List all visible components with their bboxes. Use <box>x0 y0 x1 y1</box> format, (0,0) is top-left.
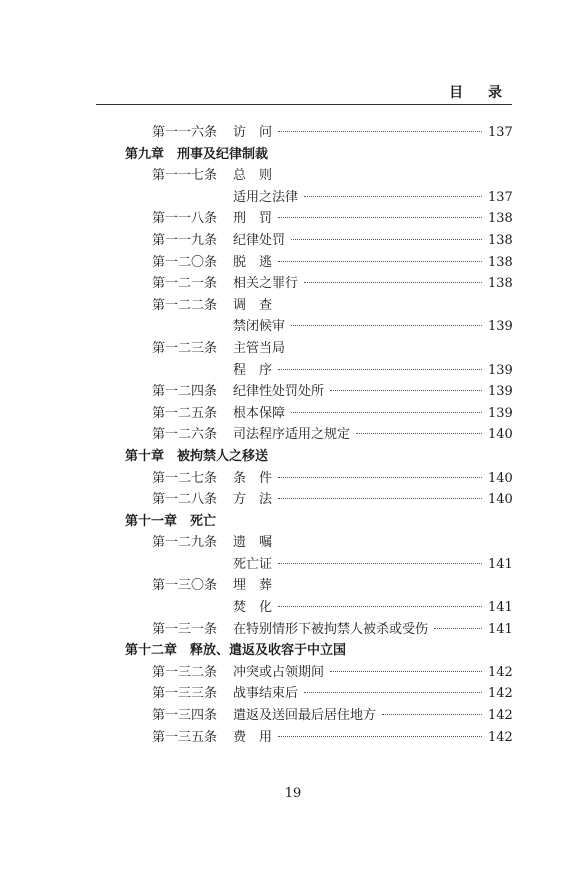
toc-entry[interactable] <box>233 208 512 230</box>
page-ref: 141 <box>488 600 513 616</box>
article-number: 第一二八条 <box>152 492 218 508</box>
toc-entry[interactable] <box>233 662 512 684</box>
entry-title: 死亡证 <box>233 556 273 572</box>
toc-row <box>0 208 586 230</box>
entry-title: 总 则 <box>233 168 273 184</box>
entry-title: 刑 罚 <box>233 211 273 227</box>
toc-entry[interactable] <box>233 338 285 360</box>
page-ref: 140 <box>488 470 513 486</box>
toc-entry[interactable] <box>233 597 512 619</box>
toc-row <box>0 424 586 446</box>
entry-title: 调 查 <box>233 297 273 313</box>
article-number: 第一二一条 <box>152 276 218 292</box>
entry-title: 脱 逃 <box>233 254 273 270</box>
toc-row <box>0 446 586 468</box>
dot-leader <box>278 261 482 262</box>
page-ref: 141 <box>488 556 513 572</box>
toc-row <box>0 252 586 274</box>
toc-row <box>0 683 586 705</box>
toc-row <box>0 662 586 684</box>
entry-title: 在特别情形下被拘禁人被杀或受伤 <box>233 621 429 637</box>
dot-leader <box>278 217 482 218</box>
toc-row <box>0 165 586 187</box>
page-ref: 138 <box>488 211 513 227</box>
page-ref: 140 <box>488 427 513 443</box>
page-number: 19 <box>284 786 302 801</box>
toc-entry[interactable] <box>233 403 512 425</box>
dot-leader <box>304 692 482 693</box>
page-ref: 139 <box>488 384 513 400</box>
toc-row <box>0 575 586 597</box>
dot-leader <box>278 736 482 737</box>
entry-title: 战事结束后 <box>233 686 299 702</box>
toc-row <box>0 489 586 511</box>
toc-entry[interactable] <box>233 554 512 576</box>
toc-row <box>0 360 586 382</box>
dot-leader <box>304 196 482 197</box>
toc-entry[interactable] <box>233 252 512 274</box>
entry-title: 根本保障 <box>233 405 286 421</box>
article-number: 第一一七条 <box>152 168 218 184</box>
page-ref: 142 <box>488 729 513 745</box>
entry-title: 遗 嘱 <box>233 535 273 551</box>
toc-row <box>0 403 586 425</box>
toc-row <box>0 122 586 144</box>
entry-title: 禁闭候审 <box>233 319 286 335</box>
toc-row <box>0 144 586 166</box>
page-ref: 139 <box>488 405 513 421</box>
dot-leader <box>382 714 482 715</box>
article-number: 第一二九条 <box>152 535 218 551</box>
dot-leader <box>304 282 482 283</box>
toc-row <box>0 640 586 662</box>
page-ref: 137 <box>488 125 513 140</box>
article-number: 第一三二条 <box>152 664 218 680</box>
article-number: 第一三四条 <box>152 708 218 724</box>
entry-title: 纪律性处罚处所 <box>233 384 325 400</box>
header-rule <box>96 104 512 105</box>
toc-row <box>0 468 586 490</box>
page-ref: 138 <box>488 254 513 270</box>
entry-title: 主管当局 <box>233 340 286 356</box>
toc-row <box>0 532 586 554</box>
page-ref: 140 <box>488 492 513 508</box>
dot-leader <box>278 369 482 370</box>
entry-title: 焚 化 <box>233 600 273 616</box>
article-number: 第一三〇条 <box>152 578 218 594</box>
toc-entry[interactable] <box>233 187 512 209</box>
entry-title: 条 件 <box>233 470 273 486</box>
dot-leader <box>278 498 482 499</box>
entry-title: 司法程序适用之规定 <box>233 427 351 443</box>
article-number: 第一一九条 <box>152 232 218 248</box>
page-ref: 141 <box>488 621 513 637</box>
entry-title: 程 序 <box>233 362 273 378</box>
chapter-heading: 第十章 被拘禁人之移送 <box>125 448 269 464</box>
page-ref: 139 <box>488 319 513 335</box>
toc-entry[interactable] <box>233 575 272 597</box>
article-number: 第一一八条 <box>152 211 218 227</box>
article-number: 第一三三条 <box>152 686 218 702</box>
article-number: 第一一六条 <box>152 125 218 140</box>
toc-entry[interactable] <box>233 424 512 446</box>
entry-title: 遣返及送回最后居住地方 <box>233 708 377 724</box>
dot-leader <box>291 325 482 326</box>
toc-row <box>0 295 586 317</box>
toc-row <box>0 187 586 209</box>
toc-row <box>0 727 586 749</box>
dot-leader <box>330 671 482 672</box>
article-number: 第一三五条 <box>152 729 218 745</box>
toc-entry[interactable] <box>233 619 512 641</box>
page-ref: 142 <box>488 708 513 724</box>
toc-entry[interactable] <box>233 381 512 403</box>
dot-leader <box>291 412 482 413</box>
article-number: 第一二四条 <box>152 384 218 400</box>
toc-entry[interactable] <box>233 489 512 511</box>
dot-leader <box>291 239 482 240</box>
chapter-heading: 第九章 刑事及纪律制裁 <box>125 146 269 162</box>
toc-entry[interactable] <box>233 532 272 554</box>
toc-entry[interactable] <box>233 360 512 382</box>
toc-entry[interactable] <box>233 683 512 705</box>
entry-title: 费 用 <box>233 729 273 745</box>
toc-entry[interactable] <box>233 122 512 144</box>
page-ref: 138 <box>488 276 513 292</box>
article-number: 第一二七条 <box>152 470 218 486</box>
entry-title: 纪律处罚 <box>233 232 286 248</box>
table-of-contents <box>0 122 586 748</box>
toc-row <box>0 273 586 295</box>
toc-entry[interactable] <box>233 727 512 749</box>
toc-row <box>0 230 586 252</box>
toc-entry[interactable] <box>233 468 512 490</box>
page-ref: 142 <box>488 686 513 702</box>
article-number: 第一二二条 <box>152 297 218 313</box>
toc-entry[interactable] <box>233 295 272 317</box>
toc-row <box>0 597 586 619</box>
dot-leader <box>330 390 482 391</box>
toc-row <box>0 619 586 641</box>
page-ref: 139 <box>488 362 513 378</box>
chapter-heading: 第十二章 释放、遣返及收容于中立国 <box>125 643 347 659</box>
article-number: 第一三一条 <box>152 621 218 637</box>
dot-leader <box>356 433 482 434</box>
toc-row <box>0 316 586 338</box>
dot-leader <box>278 606 482 607</box>
article-number: 第一二三条 <box>152 340 218 356</box>
toc-row <box>0 381 586 403</box>
toc-row <box>0 554 586 576</box>
article-number: 第一二〇条 <box>152 254 218 270</box>
entry-title: 冲突或占领期间 <box>233 664 325 680</box>
dot-leader <box>278 563 482 564</box>
entry-title: 访 问 <box>233 125 273 140</box>
entry-title: 埋 葬 <box>233 578 273 594</box>
page-ref: 142 <box>488 664 513 680</box>
dot-leader <box>278 477 482 478</box>
dot-leader <box>278 131 482 132</box>
chapter-heading: 第十一章 死亡 <box>125 513 217 529</box>
toc-entry[interactable] <box>233 316 512 338</box>
entry-title: 相关之罪行 <box>233 276 299 292</box>
toc-entry[interactable] <box>233 273 512 295</box>
toc-row <box>0 511 586 533</box>
entry-title: 方 法 <box>233 492 273 508</box>
article-number: 第一二六条 <box>152 427 218 443</box>
page-ref: 137 <box>488 189 513 205</box>
section-title: 目 录 <box>449 85 512 101</box>
toc-row <box>0 705 586 727</box>
toc-row <box>0 338 586 360</box>
article-number: 第一二五条 <box>152 405 218 421</box>
toc-entry[interactable] <box>233 705 512 727</box>
entry-title: 适用之法律 <box>233 189 299 205</box>
dot-leader <box>434 628 482 629</box>
toc-entry[interactable] <box>233 165 272 187</box>
toc-entry[interactable] <box>233 230 512 252</box>
page-ref: 138 <box>488 232 513 248</box>
